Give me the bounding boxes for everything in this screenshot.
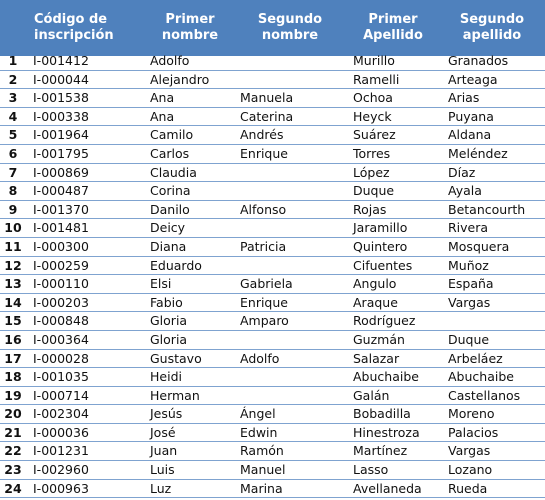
- cell-codigo: I-001412: [33, 53, 89, 68]
- cell-primer-apellido: Abuchaibe: [353, 369, 419, 385]
- table-row: [0, 461, 545, 480]
- cell-segundo-nombre: Manuel: [240, 462, 286, 478]
- cell-primer-nombre: Corina: [150, 183, 191, 199]
- cell-codigo: I-002304: [33, 406, 89, 422]
- table-row: [0, 108, 545, 127]
- table-row: [0, 368, 545, 387]
- cell-primer-nombre: José: [150, 424, 176, 440]
- header-codigo: Código de inscripción: [34, 12, 114, 43]
- cell-codigo: I-002960: [33, 462, 89, 478]
- table-row: [0, 89, 545, 108]
- cell-primer-apellido: Bobadilla: [353, 406, 411, 422]
- header-primer-nombre: Primer nombre: [161, 12, 219, 43]
- cell-primer-apellido: Jaramillo: [353, 220, 408, 236]
- cell-codigo: I-000364: [33, 331, 89, 347]
- cell-primer-nombre: Diana: [150, 238, 187, 254]
- cell-segundo-nombre: Adolfo: [240, 350, 280, 366]
- row-number: 2: [8, 71, 18, 87]
- cell-codigo: I-000028: [33, 350, 89, 366]
- cell-primer-nombre: Danilo: [150, 201, 190, 217]
- cell-segundo-apellido: Lozano: [448, 462, 493, 478]
- cell-segundo-apellido: Moreno: [448, 406, 495, 422]
- cell-primer-apellido: Cifuentes: [353, 257, 413, 273]
- cell-codigo: I-001370: [33, 201, 89, 217]
- cell-segundo-apellido: Arbeláez: [448, 350, 503, 366]
- cell-segundo-nombre: Marina: [240, 480, 283, 496]
- row-number: 19: [4, 387, 22, 403]
- cell-primer-nombre: Juan: [150, 443, 178, 459]
- cell-primer-apellido: Murillo: [353, 53, 395, 68]
- cell-codigo: I-000869: [33, 164, 89, 180]
- table-row: [0, 275, 545, 294]
- cell-segundo-apellido: Vargas: [448, 443, 491, 459]
- table-row: [0, 387, 545, 406]
- table-row: [0, 126, 545, 145]
- cell-codigo: I-000203: [33, 294, 89, 310]
- header-segundo-nombre: Segundo nombre: [257, 12, 323, 43]
- cell-primer-apellido: Salazar: [353, 350, 400, 366]
- table-row: [0, 424, 545, 443]
- cell-primer-apellido: Rojas: [353, 201, 387, 217]
- table-row: [0, 350, 545, 369]
- cell-primer-apellido: López: [353, 164, 390, 180]
- cell-codigo: I-001481: [33, 220, 89, 236]
- cell-segundo-nombre: Alfonso: [240, 201, 287, 217]
- table-row: [0, 201, 545, 220]
- cell-primer-nombre: Adolfo: [150, 53, 190, 68]
- cell-segundo-apellido: Abuchaibe: [448, 369, 514, 385]
- cell-codigo: I-000963: [33, 480, 89, 496]
- cell-segundo-nombre: Andrés: [240, 127, 284, 143]
- row-number: 10: [4, 220, 22, 236]
- cell-primer-nombre: Deicy: [150, 220, 186, 236]
- row-number: 18: [4, 369, 22, 385]
- cell-primer-apellido: Guzmán: [353, 331, 405, 347]
- table-row: [0, 480, 545, 499]
- row-number: 4: [8, 108, 18, 124]
- header-primer-apellido: Primer Apellido: [363, 12, 423, 43]
- cell-primer-apellido: Duque: [353, 183, 395, 199]
- table-row: [0, 294, 545, 313]
- cell-primer-nombre: Ana: [150, 90, 175, 106]
- cell-segundo-nombre: Ángel: [240, 406, 276, 422]
- cell-primer-nombre: Jesús: [150, 406, 183, 422]
- cell-codigo: I-000300: [33, 238, 89, 254]
- table-row: [0, 257, 545, 276]
- cell-codigo: I-001231: [33, 443, 89, 459]
- cell-primer-nombre: Eduardo: [150, 257, 202, 273]
- cell-codigo: I-000036: [33, 424, 89, 440]
- row-number: 22: [4, 443, 22, 459]
- cell-segundo-apellido: Meléndez: [448, 145, 508, 161]
- cell-primer-apellido: Angulo: [353, 276, 397, 292]
- table-header: [0, 0, 545, 56]
- cell-primer-nombre: Gloria: [150, 313, 188, 329]
- cell-segundo-nombre: Caterina: [240, 108, 294, 124]
- cell-primer-nombre: Camilo: [150, 127, 194, 143]
- table-body: [0, 52, 545, 498]
- cell-primer-nombre: Elsi: [150, 276, 172, 292]
- cell-primer-apellido: Lasso: [353, 462, 389, 478]
- row-number: 14: [4, 294, 22, 310]
- cell-primer-nombre: Fabio: [150, 294, 183, 310]
- cell-codigo: I-000848: [33, 313, 89, 329]
- cell-segundo-nombre: Ramón: [240, 443, 284, 459]
- cell-segundo-apellido: Arias: [448, 90, 480, 106]
- cell-segundo-nombre: Manuela: [240, 90, 294, 106]
- cell-codigo: I-001538: [33, 90, 89, 106]
- cell-primer-nombre: Claudia: [150, 164, 197, 180]
- cell-segundo-apellido: Díaz: [448, 164, 476, 180]
- row-number: 17: [4, 350, 22, 366]
- cell-primer-apellido: Hinestroza: [353, 424, 420, 440]
- cell-segundo-apellido: Palacios: [448, 424, 499, 440]
- cell-primer-nombre: Carlos: [150, 145, 190, 161]
- cell-primer-apellido: Avellaneda: [353, 480, 422, 496]
- row-number: 16: [4, 331, 22, 347]
- table-row: [0, 312, 545, 331]
- row-number: 24: [4, 480, 22, 496]
- cell-primer-nombre: Gustavo: [150, 350, 202, 366]
- cell-codigo: I-000714: [33, 387, 89, 403]
- cell-segundo-apellido: Ayala: [448, 183, 482, 199]
- cell-segundo-apellido: Rivera: [448, 220, 489, 236]
- cell-primer-nombre: Luis: [150, 462, 175, 478]
- table-row: [0, 238, 545, 257]
- cell-segundo-apellido: España: [448, 276, 494, 292]
- cell-primer-apellido: Heyck: [353, 108, 392, 124]
- row-number: 1: [8, 53, 18, 68]
- cell-segundo-apellido: Rueda: [448, 480, 488, 496]
- cell-primer-nombre: Luz: [150, 480, 172, 496]
- cell-primer-nombre: Ana: [150, 108, 175, 124]
- table-row: [0, 182, 545, 201]
- row-number: 8: [8, 183, 18, 199]
- table-row: [0, 219, 545, 238]
- header-segundo-apellido: Segundo apellido: [459, 12, 525, 43]
- cell-primer-nombre: Alejandro: [150, 71, 210, 87]
- cell-codigo: I-000338: [33, 108, 89, 124]
- cell-codigo: I-000259: [33, 257, 89, 273]
- row-number: 13: [4, 276, 22, 292]
- cell-segundo-apellido: Arteaga: [448, 71, 498, 87]
- row-number: 11: [4, 238, 22, 254]
- row-number: 5: [8, 127, 18, 143]
- table-row: [0, 71, 545, 90]
- row-number: 6: [8, 145, 18, 161]
- cell-codigo: I-001964: [33, 127, 89, 143]
- row-number: 12: [4, 257, 22, 273]
- cell-segundo-nombre: Enrique: [240, 294, 288, 310]
- cell-segundo-nombre: Edwin: [240, 424, 278, 440]
- table-row: [0, 145, 545, 164]
- cell-segundo-nombre: Amparo: [240, 313, 289, 329]
- cell-primer-apellido: Suárez: [353, 127, 396, 143]
- table-row: [0, 164, 545, 183]
- cell-segundo-apellido: Granados: [448, 53, 509, 68]
- row-number: 23: [4, 462, 22, 478]
- cell-segundo-apellido: Castellanos: [448, 387, 521, 403]
- cell-primer-apellido: Quintero: [353, 238, 408, 254]
- row-number: 15: [4, 313, 22, 329]
- cell-primer-apellido: Ramelli: [353, 71, 400, 87]
- row-number: 21: [4, 424, 22, 440]
- cell-primer-apellido: Torres: [353, 145, 391, 161]
- cell-primer-apellido: Rodríguez: [353, 313, 416, 329]
- cell-segundo-nombre: Patricia: [240, 238, 287, 254]
- row-number: 20: [4, 406, 22, 422]
- cell-segundo-nombre: Gabriela: [240, 276, 293, 292]
- cell-primer-apellido: Araque: [353, 294, 398, 310]
- cell-primer-nombre: Herman: [150, 387, 200, 403]
- cell-primer-nombre: Heidi: [150, 369, 182, 385]
- cell-primer-apellido: Martínez: [353, 443, 408, 459]
- cell-segundo-apellido: Mosquera: [448, 238, 510, 254]
- table-row: [0, 442, 545, 461]
- row-number: 9: [8, 201, 18, 217]
- cell-codigo: I-000487: [33, 183, 89, 199]
- table-row: [0, 52, 545, 71]
- cell-segundo-apellido: Betancourth: [448, 201, 526, 217]
- cell-segundo-apellido: Muñoz: [448, 257, 489, 273]
- cell-segundo-nombre: Enrique: [240, 145, 288, 161]
- row-number: 7: [8, 164, 18, 180]
- table-row: [0, 405, 545, 424]
- cell-segundo-apellido: Duque: [448, 331, 490, 347]
- row-number: 3: [8, 90, 18, 106]
- cell-segundo-apellido: Aldana: [448, 127, 492, 143]
- cell-codigo: I-000044: [33, 71, 89, 87]
- cell-primer-apellido: Galán: [353, 387, 390, 403]
- cell-codigo: I-000110: [33, 276, 89, 292]
- table-row: [0, 331, 545, 350]
- cell-codigo: I-001795: [33, 145, 89, 161]
- cell-segundo-apellido: Vargas: [448, 294, 491, 310]
- cell-segundo-apellido: Puyana: [448, 108, 494, 124]
- cell-primer-nombre: Gloria: [150, 331, 188, 347]
- cell-codigo: I-001035: [33, 369, 89, 385]
- cell-primer-apellido: Ochoa: [353, 90, 393, 106]
